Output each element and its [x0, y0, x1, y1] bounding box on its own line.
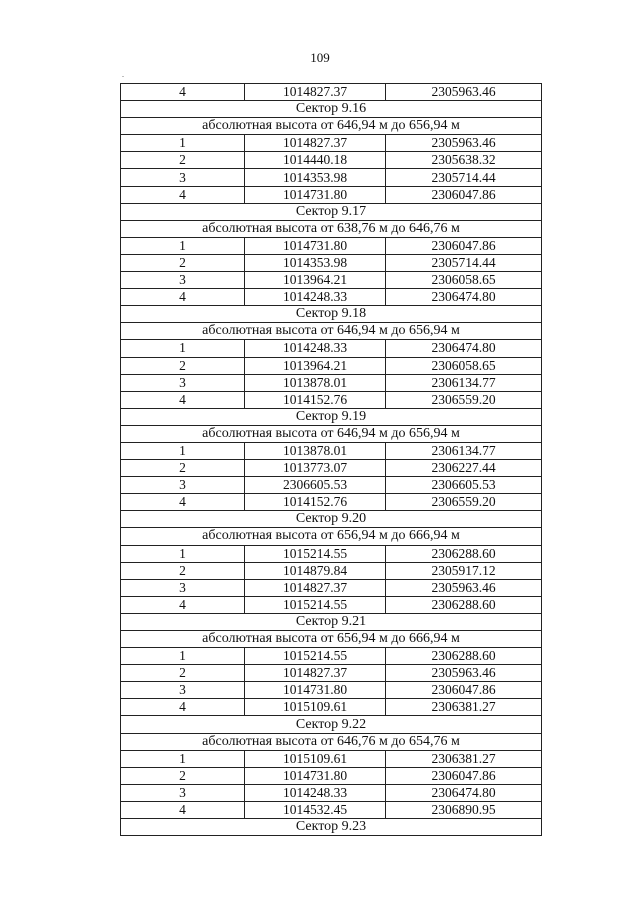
- table-row: [121, 152, 542, 169]
- x-coordinate: 1013964.21: [245, 272, 386, 289]
- table-row: [121, 237, 542, 254]
- x-coordinate: 1013878.01: [245, 374, 386, 391]
- table-row: [121, 272, 542, 289]
- y-coordinate: 2306047.86: [386, 186, 542, 203]
- y-coordinate: 2306288.60: [386, 545, 542, 562]
- x-coordinate: 1014731.80: [245, 682, 386, 699]
- point-number: 4: [121, 801, 245, 818]
- margin-mark: .: [122, 70, 124, 79]
- table-row: [121, 648, 542, 665]
- x-coordinate: 1014731.80: [245, 237, 386, 254]
- x-coordinate: 1015214.55: [245, 648, 386, 665]
- point-number: 3: [121, 682, 245, 699]
- altitude-row: [121, 631, 542, 648]
- point-number: 3: [121, 169, 245, 186]
- x-coordinate: 2306605.53: [245, 477, 386, 494]
- altitude-row: [121, 118, 542, 135]
- y-coordinate: 2306288.60: [386, 596, 542, 613]
- table-row: [121, 801, 542, 818]
- sector-title-row: [121, 511, 542, 528]
- x-coordinate: 1014827.37: [245, 579, 386, 596]
- sector-title-row: [121, 203, 542, 220]
- page-number: 109: [310, 50, 330, 65]
- point-number: 3: [121, 374, 245, 391]
- point-number: 1: [121, 135, 245, 152]
- altitude-range: абсолютная высота от 656,94 м до 666,94 м: [121, 528, 542, 545]
- table-row: [121, 84, 542, 101]
- y-coordinate: 2306058.65: [386, 357, 542, 374]
- x-coordinate: 1014731.80: [245, 186, 386, 203]
- point-number: 4: [121, 289, 245, 306]
- point-number: 1: [121, 750, 245, 767]
- table-row: [121, 477, 542, 494]
- point-number: 2: [121, 460, 245, 477]
- y-coordinate: 2306047.86: [386, 767, 542, 784]
- y-coordinate: 2306227.44: [386, 460, 542, 477]
- y-coordinate: 2306559.20: [386, 391, 542, 408]
- sector-title-row: [121, 408, 542, 425]
- y-coordinate: 2305963.46: [386, 579, 542, 596]
- table-row: [121, 545, 542, 562]
- y-coordinate: 2305638.32: [386, 152, 542, 169]
- sector-title-row: [121, 306, 542, 323]
- altitude-range: абсолютная высота от 646,94 м до 656,94 м: [121, 425, 542, 442]
- sector-title-row: [121, 716, 542, 733]
- table-row: [121, 699, 542, 716]
- y-coordinate: 2306474.80: [386, 340, 542, 357]
- point-number: 2: [121, 562, 245, 579]
- table-row: [121, 442, 542, 459]
- point-number: 3: [121, 272, 245, 289]
- x-coordinate: 1014827.37: [245, 84, 386, 101]
- point-number: 1: [121, 648, 245, 665]
- point-number: 2: [121, 152, 245, 169]
- x-coordinate: 1014440.18: [245, 152, 386, 169]
- x-coordinate: 1014731.80: [245, 767, 386, 784]
- x-coordinate: 1014827.37: [245, 665, 386, 682]
- x-coordinate: 1014248.33: [245, 784, 386, 801]
- x-coordinate: 1014353.98: [245, 169, 386, 186]
- sector-title-row: [121, 613, 542, 630]
- sector-title-row: [121, 819, 542, 836]
- point-number: 4: [121, 84, 245, 101]
- table-row: [121, 784, 542, 801]
- point-number: 4: [121, 494, 245, 511]
- point-number: 3: [121, 784, 245, 801]
- sector-title: Сектор 9.23: [121, 819, 542, 836]
- y-coordinate: 2306047.86: [386, 682, 542, 699]
- y-coordinate: 2306058.65: [386, 272, 542, 289]
- point-number: 3: [121, 477, 245, 494]
- altitude-row: [121, 323, 542, 340]
- coordinates-table: [120, 83, 542, 836]
- x-coordinate: 1014353.98: [245, 254, 386, 271]
- point-number: 1: [121, 237, 245, 254]
- y-coordinate: 2306474.80: [386, 289, 542, 306]
- table-row: [121, 135, 542, 152]
- point-number: 4: [121, 699, 245, 716]
- table-row: [121, 596, 542, 613]
- point-number: 2: [121, 767, 245, 784]
- table-row: [121, 682, 542, 699]
- table-row: [121, 579, 542, 596]
- y-coordinate: 2305714.44: [386, 169, 542, 186]
- point-number: 1: [121, 442, 245, 459]
- x-coordinate: 1013878.01: [245, 442, 386, 459]
- point-number: 1: [121, 545, 245, 562]
- x-coordinate: 1015214.55: [245, 596, 386, 613]
- table-row: [121, 289, 542, 306]
- x-coordinate: 1014152.76: [245, 391, 386, 408]
- x-coordinate: 1015214.55: [245, 545, 386, 562]
- table-row: [121, 374, 542, 391]
- point-number: 4: [121, 186, 245, 203]
- altitude-range: абсолютная высота от 638,76 м до 646,76 м: [121, 220, 542, 237]
- sector-title: Сектор 9.19: [121, 408, 542, 425]
- y-coordinate: 2306134.77: [386, 374, 542, 391]
- y-coordinate: 2306288.60: [386, 648, 542, 665]
- y-coordinate: 2305963.46: [386, 84, 542, 101]
- sector-title: Сектор 9.22: [121, 716, 542, 733]
- y-coordinate: 2306047.86: [386, 237, 542, 254]
- point-number: 2: [121, 254, 245, 271]
- sector-title: Сектор 9.17: [121, 203, 542, 220]
- altitude-range: абсолютная высота от 646,94 м до 656,94 м: [121, 323, 542, 340]
- table-row: [121, 767, 542, 784]
- x-coordinate: 1014879.84: [245, 562, 386, 579]
- y-coordinate: 2306381.27: [386, 750, 542, 767]
- y-coordinate: 2306605.53: [386, 477, 542, 494]
- x-coordinate: 1014248.33: [245, 340, 386, 357]
- x-coordinate: 1013964.21: [245, 357, 386, 374]
- x-coordinate: 1013773.07: [245, 460, 386, 477]
- altitude-row: [121, 528, 542, 545]
- sector-title: Сектор 9.21: [121, 613, 542, 630]
- altitude-row: [121, 220, 542, 237]
- y-coordinate: 2306381.27: [386, 699, 542, 716]
- altitude-row: [121, 733, 542, 750]
- table-row: [121, 460, 542, 477]
- point-number: 2: [121, 357, 245, 374]
- y-coordinate: 2306474.80: [386, 784, 542, 801]
- table-row: [121, 169, 542, 186]
- table-row: [121, 357, 542, 374]
- x-coordinate: 1014152.76: [245, 494, 386, 511]
- x-coordinate: 1014532.45: [245, 801, 386, 818]
- table-row: [121, 750, 542, 767]
- altitude-range: абсолютная высота от 646,94 м до 656,94 м: [121, 118, 542, 135]
- x-coordinate: 1015109.61: [245, 750, 386, 767]
- y-coordinate: 2306134.77: [386, 442, 542, 459]
- table-row: [121, 340, 542, 357]
- table-row: [121, 665, 542, 682]
- table-row: [121, 562, 542, 579]
- y-coordinate: 2305963.46: [386, 665, 542, 682]
- altitude-range: абсолютная высота от 646,76 м до 654,76 м: [121, 733, 542, 750]
- x-coordinate: 1014248.33: [245, 289, 386, 306]
- point-number: 4: [121, 391, 245, 408]
- sector-title-row: [121, 101, 542, 118]
- y-coordinate: 2305714.44: [386, 254, 542, 271]
- altitude-range: абсолютная высота от 656,94 м до 666,94 м: [121, 631, 542, 648]
- y-coordinate: 2305963.46: [386, 135, 542, 152]
- table-row: [121, 186, 542, 203]
- point-number: 2: [121, 665, 245, 682]
- point-number: 4: [121, 596, 245, 613]
- sector-title: Сектор 9.20: [121, 511, 542, 528]
- altitude-row: [121, 425, 542, 442]
- table-row: [121, 391, 542, 408]
- table-row: [121, 254, 542, 271]
- y-coordinate: 2305917.12: [386, 562, 542, 579]
- sector-title: Сектор 9.18: [121, 306, 542, 323]
- point-number: 1: [121, 340, 245, 357]
- y-coordinate: 2306890.95: [386, 801, 542, 818]
- x-coordinate: 1015109.61: [245, 699, 386, 716]
- x-coordinate: 1014827.37: [245, 135, 386, 152]
- sector-title: Сектор 9.16: [121, 101, 542, 118]
- point-number: 3: [121, 579, 245, 596]
- table-row: [121, 494, 542, 511]
- y-coordinate: 2306559.20: [386, 494, 542, 511]
